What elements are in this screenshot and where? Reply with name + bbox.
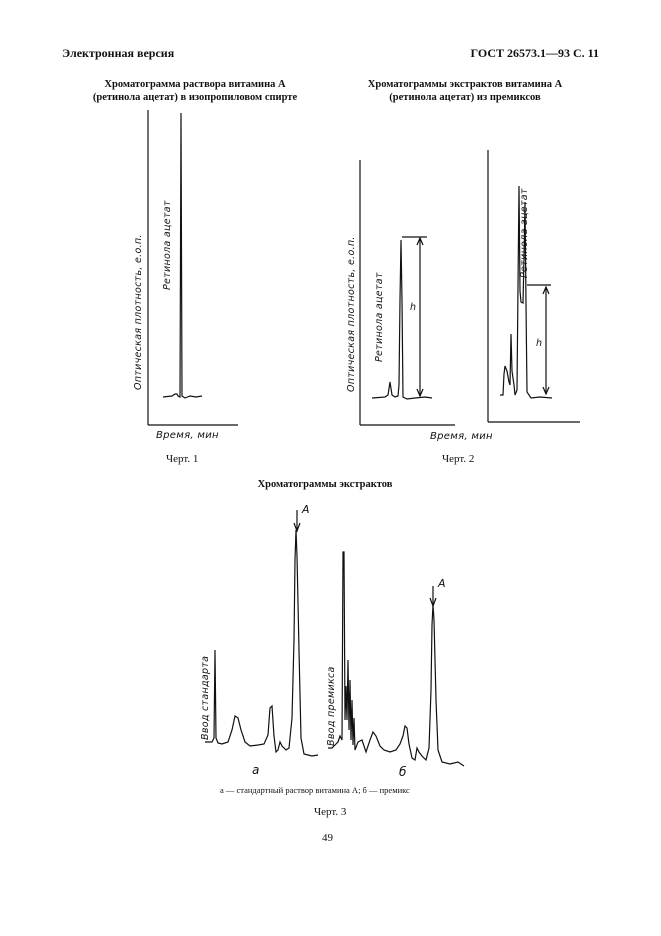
fig3-sublabel-b: б — [399, 765, 407, 779]
fig1-peak-label: Ретинола ацетат — [162, 200, 173, 290]
header-right: ГОСТ 26573.1—93 С. 11 — [470, 46, 599, 60]
fig2-ylabel: Оптическая плотность, е.о.п. — [346, 236, 357, 392]
fig2-height-label-left: h — [410, 302, 417, 313]
fig1-title-line1: Хроматограмма раствора витамина А — [104, 79, 286, 90]
fig1-caption: Черт. 1 — [166, 453, 199, 465]
fig3-sublabel-a: а — [252, 763, 260, 777]
fig2-height-label-right: h — [536, 338, 543, 349]
fig3-trace-a — [205, 530, 318, 756]
fig2-caption: Черт. 2 — [442, 453, 475, 465]
fig1-xlabel: Время, мин — [156, 430, 219, 441]
fig2-title-line1: Хроматограммы экстрактов витамина А — [367, 79, 563, 90]
fig3-peak-a-left: А — [302, 503, 310, 516]
fig1-ylabel: Оптическая плотность, е.о.п. — [133, 234, 144, 390]
fig3-legend: а — стандартный раствор витамина А; б — премикс — [220, 785, 410, 795]
page-number: 49 — [322, 832, 333, 844]
fig3-inject-premix: Ввод премикса — [326, 666, 337, 746]
fig2-peak-label-right: Ретинола ацетат — [519, 188, 530, 278]
fig2-xlabel: Время, мин — [430, 431, 493, 442]
fig3-inject-standard: Ввод стандарта — [200, 655, 211, 740]
fig3-peak-a-right: А — [438, 577, 446, 590]
fig2-title-line2: (ретинола ацетат) из премиксов — [389, 92, 541, 103]
fig1-title-line2: (ретинола ацетат) в изопропиловом спирте — [92, 92, 298, 103]
fig3-caption: Черт. 3 — [314, 806, 347, 818]
fig2-peak-label-left: Ретинола ацетат — [374, 272, 385, 362]
fig3-title: Хроматограммы экстрактов — [257, 479, 393, 490]
header-left: Электронная версия — [62, 46, 175, 60]
